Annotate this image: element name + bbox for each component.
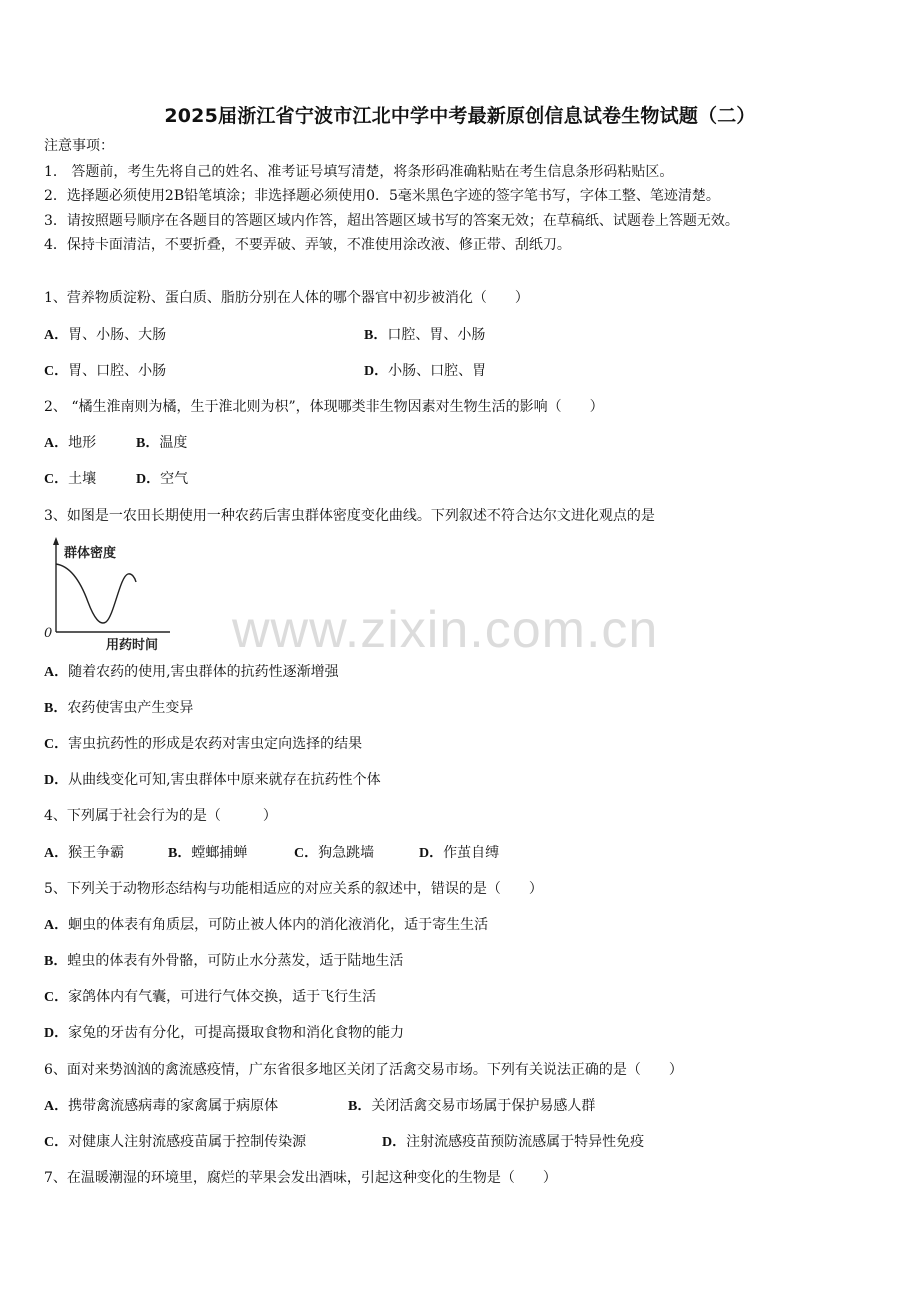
q1-option-c (44, 361, 166, 382)
option-text: 狗急跳墙 (318, 845, 375, 861)
option-label: B． (136, 436, 160, 451)
q6-option-d (382, 1132, 644, 1153)
option-text: 猴王争霸 (68, 845, 125, 861)
graph-y-label: 群体密度 (64, 546, 117, 561)
q6-option-b (348, 1096, 595, 1117)
q4-option-a (44, 843, 124, 864)
option-text: 家鸽体内有气囊，可进行气体交换，适于飞行生活 (68, 989, 377, 1005)
option-text: 螳螂捕蝉 (191, 845, 248, 861)
option-label: B． (364, 328, 388, 343)
notice-item-3: 3．请按照题号顺序在各题目的答题区域内作答，超出答题区域书写的答案无效；在草稿纸、试题卷上答题无效。 (44, 213, 739, 229)
q6-option-a (44, 1096, 278, 1117)
graph-y-arrow (53, 537, 59, 545)
q1-option-b (364, 325, 485, 346)
option-label: C． (44, 472, 69, 487)
option-label: A． (44, 846, 69, 861)
option-text: 口腔、胃、小肠 (387, 327, 486, 343)
q3-option-c (44, 734, 362, 755)
option-label: C． (44, 1135, 69, 1150)
option-text: 农药使害虫产生变异 (67, 700, 194, 716)
q4-stem: 4、下列属于社会行为的是（ ） (44, 808, 277, 824)
option-label: A． (44, 665, 69, 680)
option-text: 蝗虫的体表有外骨骼，可防止水分蒸发，适于陆地生活 (67, 953, 404, 969)
option-label: D． (44, 773, 69, 788)
option-label: B． (44, 701, 68, 716)
notice-heading: 注意事项： (44, 138, 114, 154)
option-label: A． (44, 436, 69, 451)
option-text: 小肠、口腔、胃 (388, 363, 487, 379)
exam-title: 2025届浙江省宁波市江北中学中考最新原创信息试卷生物试题（二） (164, 105, 756, 127)
option-text: 胃、口腔、小肠 (68, 363, 167, 379)
option-text: 地形 (68, 435, 97, 451)
q1-stem: 1、营养物质淀粉、蛋白质、脂肪分别在人体的哪个器官中初步被消化（ ） (44, 290, 529, 306)
notice-item-2: 2．选择题必须使用2B铅笔填涂；非选择题必须使用0．5毫米黑色字迹的签字笔书写，字体工整、笔迹清楚。 (44, 188, 720, 204)
q3-stem: 3、如图是一农田长期使用一种农药后害虫群体密度变化曲线。下列叙述不符合达尔文进化观点的是 (44, 508, 655, 524)
option-text: 作茧自缚 (443, 845, 500, 861)
notice-item-4: 4．保持卡面清洁，不要折叠，不要弄破、弄皱，不准使用涂改液、修正带、刮纸刀。 (44, 237, 571, 253)
option-label: C． (294, 846, 319, 861)
q2-option-a (44, 433, 96, 454)
option-label: B． (44, 954, 68, 969)
q1-option-d (364, 361, 486, 382)
option-label: D． (419, 846, 444, 861)
q5-option-d (44, 1023, 404, 1044)
option-text: 蛔虫的体表有角质层，可防止被人体内的消化液消化，适于寄生生活 (68, 917, 489, 933)
option-label: A． (44, 918, 69, 933)
option-text: 关闭活禽交易市场属于保护易感人群 (371, 1098, 596, 1114)
option-label: A． (44, 328, 69, 343)
density-curve (56, 564, 136, 623)
q2-option-b (136, 433, 187, 454)
option-label: D． (364, 364, 389, 379)
q5-stem: 5、下列关于动物形态结构与功能相适应的对应关系的叙述中，错误的是（ ） (44, 881, 543, 897)
option-label: A． (44, 1099, 69, 1114)
option-text: 对健康人注射流感疫苗属于控制传染源 (68, 1134, 307, 1150)
graph-origin-label: 0 (44, 626, 53, 641)
option-text: 土壤 (68, 471, 97, 487)
q6-stem: 6、面对来势汹汹的禽流感疫情，广东省很多地区关闭了活禽交易市场。下列有关说法正确的是（ ） (44, 1062, 683, 1078)
graph-x-label: 用药时间 (106, 638, 159, 653)
q5-option-b (44, 951, 403, 972)
q2-option-c (44, 469, 96, 490)
population-density-graph (40, 536, 180, 656)
option-label: D． (44, 1026, 69, 1041)
q2-option-d (136, 469, 188, 490)
q5-option-c (44, 987, 376, 1008)
q4-option-b (168, 843, 247, 864)
q3-option-d (44, 770, 381, 791)
q6-option-c (44, 1132, 306, 1153)
q3-option-b (44, 698, 193, 719)
option-text: 注射流感疫苗预防流感属于特异性免疫 (406, 1134, 645, 1150)
q5-option-a (44, 915, 488, 936)
q3-option-a (44, 662, 339, 683)
option-text: 空气 (160, 471, 189, 487)
option-text: 从曲线变化可知,害虫群体中原来就存在抗药性个体 (68, 772, 381, 788)
q7-stem: 7、在温暖潮湿的环境里，腐烂的苹果会发出酒味，引起这种变化的生物是（ ） (44, 1170, 557, 1186)
q2-stem: 2、 “橘生淮南则为橘，生于淮北则为枳”，体现哪类非生物因素对生物生活的影响（ ） (44, 399, 604, 415)
option-label: C． (44, 737, 69, 752)
watermark: www.zixin.com.cn (232, 601, 659, 659)
option-label: C． (44, 990, 69, 1005)
option-text: 随着农药的使用,害虫群体的抗药性逐渐增强 (68, 664, 339, 680)
option-text: 携带禽流感病毒的家禽属于病原体 (68, 1098, 279, 1114)
option-label: C． (44, 364, 69, 379)
q4-option-c (294, 843, 374, 864)
option-label: D． (136, 472, 161, 487)
q4-option-d (419, 843, 499, 864)
option-label: B． (348, 1099, 372, 1114)
option-text: 温度 (159, 435, 188, 451)
option-label: D． (382, 1135, 407, 1150)
notice-item-1: 1． 答题前，考生先将自己的姓名、准考证号填写清楚，将条形码准确粘贴在考生信息条形码粘贴区。 (44, 164, 674, 180)
option-text: 害虫抗药性的形成是农药对害虫定向选择的结果 (68, 736, 363, 752)
option-text: 胃、小肠、大肠 (68, 327, 167, 343)
option-label: B． (168, 846, 192, 861)
q1-option-a (44, 325, 166, 346)
option-text: 家兔的牙齿有分化，可提高摄取食物和消化食物的能力 (68, 1025, 405, 1041)
